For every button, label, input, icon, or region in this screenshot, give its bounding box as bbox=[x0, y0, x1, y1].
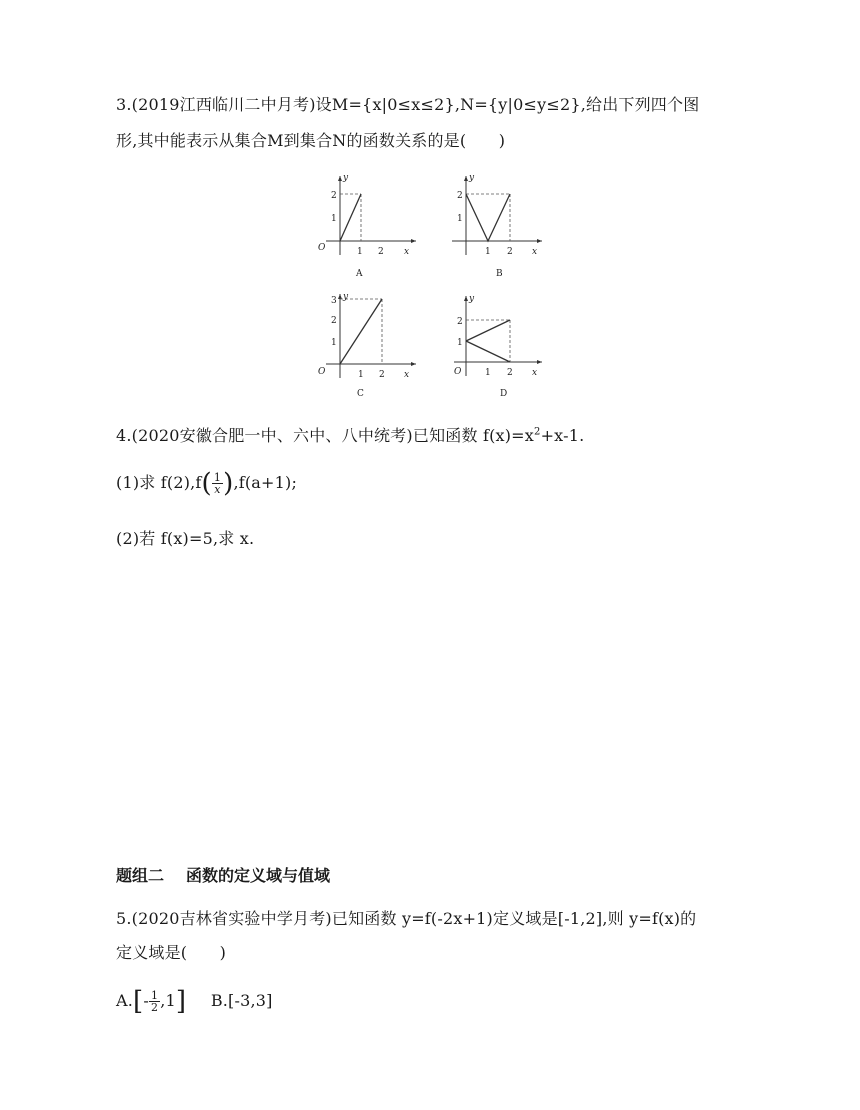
svg-text:1: 1 bbox=[331, 338, 337, 348]
q5-stem-line2: 定义域是( ) bbox=[116, 943, 227, 962]
svg-text:2: 2 bbox=[457, 317, 463, 327]
svg-text:1: 1 bbox=[457, 214, 463, 224]
svg-text:2: 2 bbox=[378, 247, 384, 257]
graph-c-caption: C bbox=[357, 389, 364, 399]
svg-text:1: 1 bbox=[358, 370, 364, 380]
q4-stem: 4.(2020安徽合肥一中、六中、八中统考)已知函数 $f(x)=x^2+x-1$. bbox=[116, 426, 585, 445]
option-a-label: A. bbox=[116, 991, 134, 1010]
q3-stem-line2: 形,其中能表示从集合M到集合N的函数关系的是( ) bbox=[116, 131, 506, 150]
q4-part2: (2)若 f(x)=5,求 x. bbox=[116, 529, 255, 548]
graph-c bbox=[318, 290, 428, 406]
svg-text:y: y bbox=[343, 173, 349, 183]
section-heading: 题组二 函数的定义域与值域 bbox=[116, 866, 331, 885]
svg-text:3: 3 bbox=[331, 296, 337, 306]
svg-text:1: 1 bbox=[357, 247, 363, 257]
svg-text:2: 2 bbox=[457, 191, 463, 201]
svg-text:x: x bbox=[532, 368, 538, 378]
svg-text:2: 2 bbox=[331, 316, 337, 326]
svg-text:2: 2 bbox=[379, 370, 385, 380]
graph-b-curve bbox=[466, 194, 510, 241]
svg-text:x: x bbox=[532, 247, 538, 257]
graph-c-curve bbox=[340, 299, 382, 364]
origin-label: O bbox=[318, 243, 326, 253]
svg-text:2: 2 bbox=[507, 368, 513, 378]
svg-text:1: 1 bbox=[457, 338, 463, 348]
graph-a-curve bbox=[340, 194, 361, 241]
svg-text:O: O bbox=[318, 367, 326, 377]
svg-text:2: 2 bbox=[507, 247, 513, 257]
svg-text:y: y bbox=[343, 292, 349, 302]
graph-d-upper bbox=[466, 320, 510, 341]
q5-stem-line1: 5.(2020吉林省实验中学月考)已知函数 y=f(-2x+1)定义域是[-1,2],则 y=f(x)的 bbox=[116, 909, 697, 928]
svg-text:x: x bbox=[404, 247, 410, 257]
fraction-1-over-2: $\frac{1}{2}$ bbox=[151, 989, 159, 1014]
svg-text:1: 1 bbox=[485, 368, 491, 378]
svg-text:y: y bbox=[469, 294, 475, 304]
graph-b bbox=[450, 170, 560, 284]
q3-stem-line1: 3.(2019江西临川二中月考)设M={x|0≤x≤2},N={y|0≤y≤2},给出下列四个图 bbox=[116, 95, 700, 114]
svg-text:1: 1 bbox=[331, 214, 337, 224]
svg-text:2: 2 bbox=[331, 191, 337, 201]
graph-b-caption: B bbox=[496, 269, 503, 279]
q4-part1: (1)求 f(2),f( $\frac{1}{x}$ ),f(a+1); bbox=[116, 468, 298, 499]
fraction-1-over-x: $\frac{1}{x}$ bbox=[213, 471, 222, 496]
svg-text:1: 1 bbox=[485, 247, 491, 257]
graph-a-caption: A bbox=[356, 269, 363, 279]
svg-text:y: y bbox=[469, 173, 475, 183]
option-b: B.[-3,3] bbox=[210, 991, 273, 1010]
q5-options: A.[- $\frac{1}{2}$ ,1] B.[-3,3] bbox=[116, 986, 273, 1017]
graph-d-lower bbox=[466, 341, 510, 362]
graph-a bbox=[316, 170, 426, 284]
svg-text:x: x bbox=[404, 370, 410, 380]
graph-d-caption: D bbox=[500, 389, 508, 399]
graph-d bbox=[452, 290, 562, 406]
svg-text:O: O bbox=[454, 367, 462, 377]
